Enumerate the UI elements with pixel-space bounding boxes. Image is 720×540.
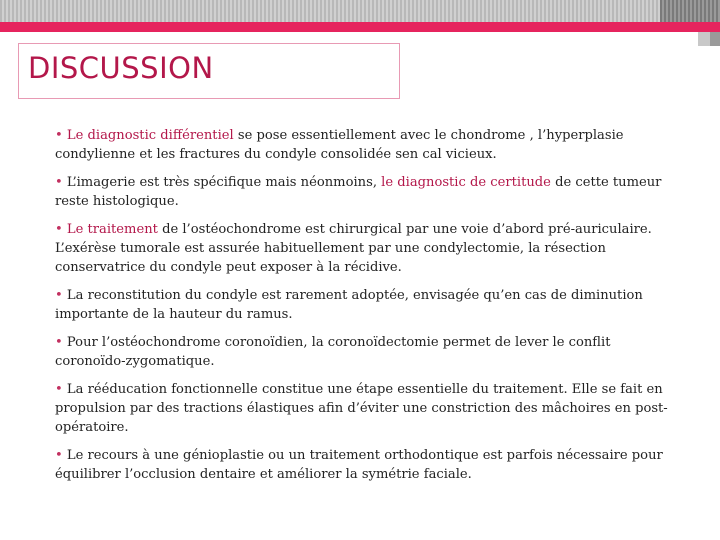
bullet-paragraph: [55, 126, 677, 164]
bullet-marker: •: [55, 222, 63, 237]
paragraph-text: se pose essentiellement avec le chondrome , l’hyperplasie condylienne et les fractures du condyle consolidée sen cal vicieux.: [55, 128, 624, 162]
bullet-marker: •: [55, 288, 63, 303]
bullet-paragraph: [55, 380, 677, 437]
bullet-paragraph: [55, 286, 677, 324]
bullet-paragraph: [55, 220, 677, 277]
bullet-marker: •: [55, 448, 63, 463]
top-accent-bar: [0, 22, 720, 32]
slide-title: DISCUSSION: [28, 51, 214, 85]
highlighted-text: Le diagnostic différentiel: [66, 128, 234, 143]
top-decor-band: [0, 0, 720, 22]
corner-decor-dark: [710, 32, 720, 46]
top-decor-band-dark: [660, 0, 720, 22]
bullet-marker: •: [55, 128, 63, 143]
paragraph-text: Pour l’ostéochondrome coronoïdien, la coronoïdectomie permet de lever le conflit coronoïdo-zygomatique.: [55, 335, 611, 369]
bullet-marker: •: [55, 382, 63, 397]
highlighted-text: Le traitement: [66, 222, 158, 237]
bullet-marker: •: [55, 175, 63, 190]
paragraph-text: de cette tumeur reste histologique.: [55, 175, 662, 209]
bullet-paragraph: [55, 333, 677, 371]
bullet-marker: •: [55, 335, 63, 350]
paragraph-text: La rééducation fonctionnelle constitue une étape essentielle du traitement. Elle se fait en propulsion par des tractions élastiques afin d’éviter une constriction des mâchoires en post-opératoire.: [55, 382, 668, 435]
paragraph-text: de l’ostéochondrome est chirurgical par une voie d’abord pré-auriculaire. L’exérèse tumorale est assurée habituellement par une condylectomie, la résection conservatrice du condyle peut exposer à la récidive.: [55, 222, 652, 275]
paragraph-text: La reconstitution du condyle est rarement adoptée, envisagée qu’en cas de diminution importante de la hauteur du ramus.: [55, 288, 643, 322]
bullet-list: [55, 126, 677, 493]
bullet-paragraph: [55, 173, 677, 211]
paragraph-text: Le recours à une génioplastie ou un traitement orthodontique est parfois nécessaire pour équilibrer l’occlusion dentaire et améliorer la symétrie faciale.: [55, 448, 663, 482]
highlighted-text: le diagnostic de certitude: [381, 175, 551, 190]
bullet-paragraph: [55, 446, 677, 484]
paragraph-text: L’imagerie est très spécifique mais néonmoins,: [66, 175, 382, 190]
